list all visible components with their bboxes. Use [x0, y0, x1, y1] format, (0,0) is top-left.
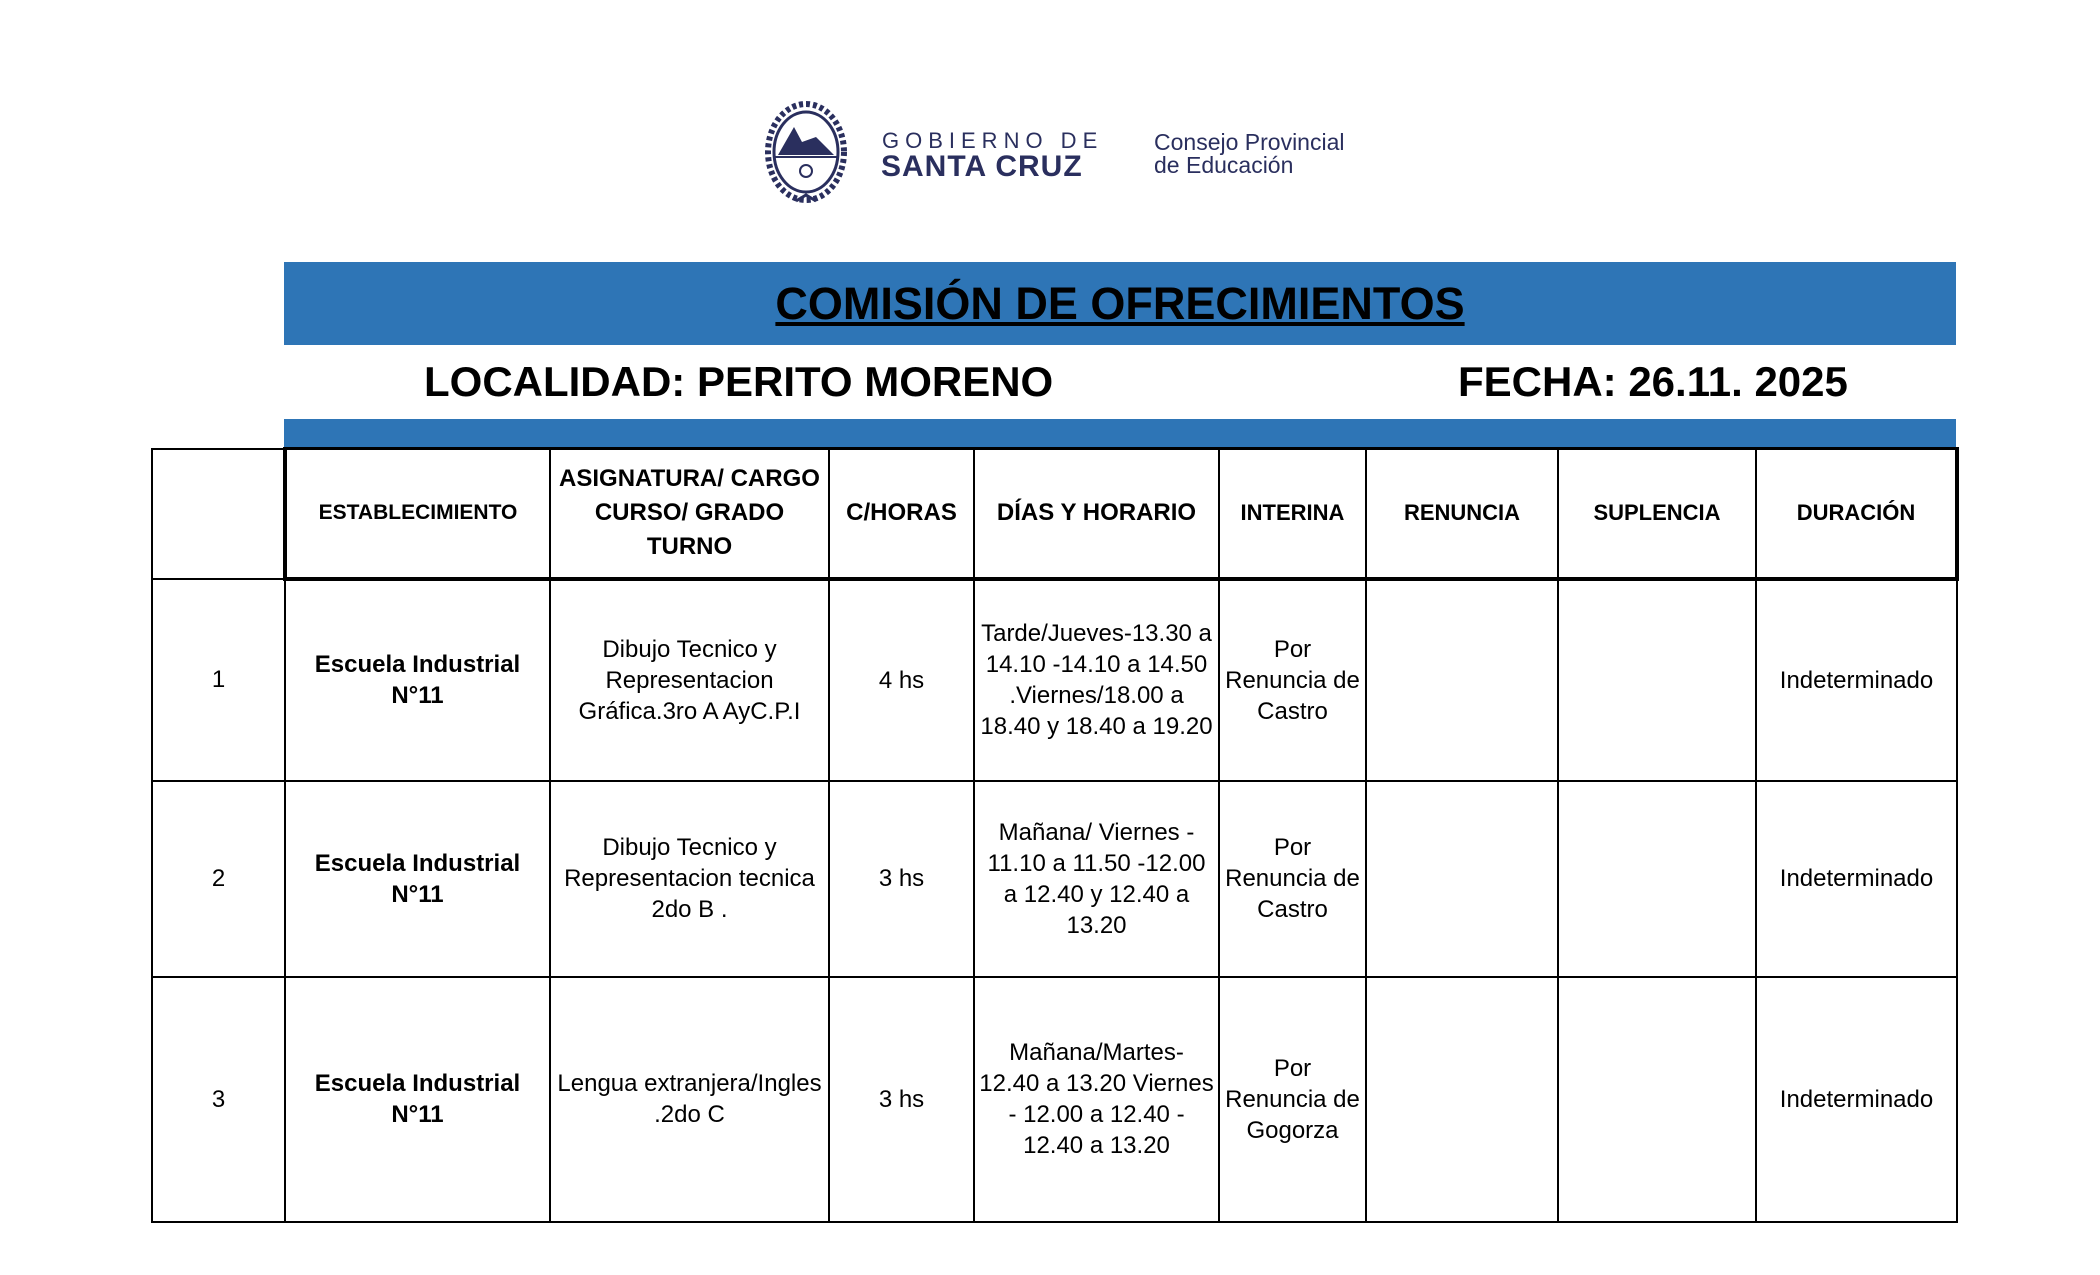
table-header-row	[152, 449, 1957, 579]
header-asignatura: ASIGNATURA/ CARGO CURSO/ GRADO TURNO	[550, 449, 829, 579]
logo-gobierno-line1: GOBIERNO DE	[882, 128, 1104, 153]
offers-table	[151, 447, 1959, 1223]
logo-gobierno-line2: SANTA CRUZ	[881, 150, 1083, 183]
renuncia-cell	[1366, 579, 1558, 781]
duracion-cell: Indeterminado	[1756, 781, 1957, 977]
renuncia-cell	[1366, 977, 1558, 1222]
horario-cell: Mañana/ Viernes - 11.10 a 11.50 -12.00 a 12.40 y 12.40 a 13.20	[974, 781, 1219, 977]
interina-cell: Por Renuncia de Castro	[1219, 579, 1366, 781]
establecimiento-cell: Escuela Industrial N°11	[285, 977, 550, 1222]
header-interina: INTERINA	[1219, 449, 1366, 579]
localidad: LOCALIDAD: PERITO MORENO	[424, 358, 1054, 405]
horario-cell: Tarde/Jueves-13.30 a 14.10 -14.10 a 14.50 .Viernes/18.00 a 18.40 y 18.40 a 19.20	[974, 579, 1219, 781]
asignatura-cell: Lengua extranjera/Ingles .2do C	[550, 977, 829, 1222]
suplencia-cell	[1558, 977, 1756, 1222]
row-number: 3	[152, 977, 285, 1222]
header-establecimiento: ESTABLECIMIENTO	[285, 449, 550, 579]
horas-cell: 3 hs	[829, 977, 974, 1222]
title-band	[284, 262, 1956, 345]
header-suplencia: SUPLENCIA	[1558, 449, 1756, 579]
table-row	[152, 977, 1957, 1222]
renuncia-cell	[1366, 781, 1558, 977]
page-title: COMISIÓN DE OFRECIMIENTOS	[775, 277, 1465, 329]
fecha: FECHA: 26.11. 2025	[1458, 358, 1848, 405]
header-band	[284, 419, 1956, 447]
asignatura-cell: Dibujo Tecnico y Representacion Gráfica.3ro A AyC.P.I	[550, 579, 829, 781]
suplencia-cell	[1558, 781, 1756, 977]
establecimiento-cell: Escuela Industrial N°11	[285, 781, 550, 977]
header-horas: C/HORAS	[829, 449, 974, 579]
table-row	[152, 781, 1957, 977]
logo-consejo-line2: de Educación	[1154, 152, 1294, 178]
santa-cruz-coat-of-arms-logo	[756, 97, 856, 211]
establecimiento-cell: Escuela Industrial N°11	[285, 579, 550, 781]
horario-cell: Mañana/Martes- 12.40 a 13.20 Viernes - 12.00 a 12.40 - 12.40 a 13.20	[974, 977, 1219, 1222]
interina-cell: Por Renuncia de Castro	[1219, 781, 1366, 977]
suplencia-cell	[1558, 579, 1756, 781]
row-number: 2	[152, 781, 285, 977]
horas-cell: 4 hs	[829, 579, 974, 781]
header-duracion: DURACIÓN	[1756, 449, 1957, 579]
header-horario: DÍAS Y HORARIO	[974, 449, 1219, 579]
asignatura-cell: Dibujo Tecnico y Representacion tecnica 2do B .	[550, 781, 829, 977]
row-number: 1	[152, 579, 285, 781]
table-row	[152, 579, 1957, 781]
duracion-cell: Indeterminado	[1756, 579, 1957, 781]
duracion-cell: Indeterminado	[1756, 977, 1957, 1222]
logo-consejo	[1154, 131, 1344, 177]
header-num	[152, 449, 285, 579]
header-renuncia: RENUNCIA	[1366, 449, 1558, 579]
horas-cell: 3 hs	[829, 781, 974, 977]
logo-consejo-line1: Consejo Provincial	[1154, 129, 1345, 155]
interina-cell: Por Renuncia de Gogorza	[1219, 977, 1366, 1222]
